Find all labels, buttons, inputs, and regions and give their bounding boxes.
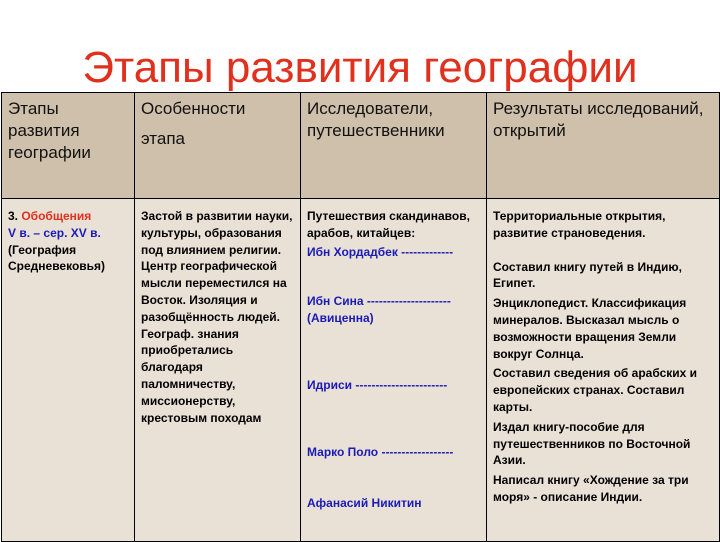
features-cell: Застой в развитии науки, культуры, образования под влиянием религии. Центр географической мысли переместился на Восток. Изоляция и разобщённость людей. Географ. знания приобретались благодаря паломничеству, миссионерству, крестовым походам [135, 199, 301, 542]
slide-title: Этапы развития географии [82, 43, 638, 92]
geography-stages-table [1, 92, 720, 542]
stage-period: V в. – сер. XV в. [8, 225, 101, 240]
header-features [135, 93, 301, 199]
explorer-afanasy-nikitin: Афанасий Никитин [307, 495, 422, 510]
result-item: Издал книгу-пособие для путешественников по Восточной Азии. [493, 419, 691, 468]
explorers-intro: Путешествия скандинавов, арабов, китайцев: [307, 209, 470, 240]
stage-cell [2, 199, 135, 542]
stage-note: (География Средневековья) [8, 242, 106, 274]
result-item: Составил книгу путей в Индию, Египет. [493, 259, 682, 291]
explorer-ibn-sina: Ибн Сина ---------------------(Авиценна) [307, 294, 451, 326]
explorer-ibn-khordadbeh: Ибн Хордадбек ------------- [307, 244, 454, 259]
explorer-marco-polo: Марко Поло ------------------ [307, 444, 454, 459]
result-item: Составил сведения об арабских и европейских странах. Составил карты. [493, 366, 698, 414]
header-features-line2: этапа [141, 129, 186, 148]
results-cell [487, 199, 720, 542]
header-explorers: Исследователи, путешественники [301, 93, 487, 199]
table-row [2, 199, 720, 542]
header-stages: Этапы развития географии [2, 93, 135, 199]
table-header-row [2, 93, 720, 199]
explorers-cell [301, 199, 487, 542]
explorer-idrisi: Идриси ----------------------- [307, 377, 448, 392]
result-item: Территориальные открытия, развитие страноведения. [493, 209, 666, 240]
header-features-line1: Особенности [141, 99, 246, 118]
result-item: Написал книгу «Хождение за три моря» - описание Индии. [493, 473, 689, 504]
stage-name: Обобщения [21, 209, 92, 223]
stage-number: 3. [8, 209, 22, 223]
result-item: Энциклопедист. Классификация минералов. Высказал мысль о возможности вращения Земли вокруг Солнца. [493, 296, 687, 361]
header-results: Результаты исследований, открытий [487, 93, 720, 199]
